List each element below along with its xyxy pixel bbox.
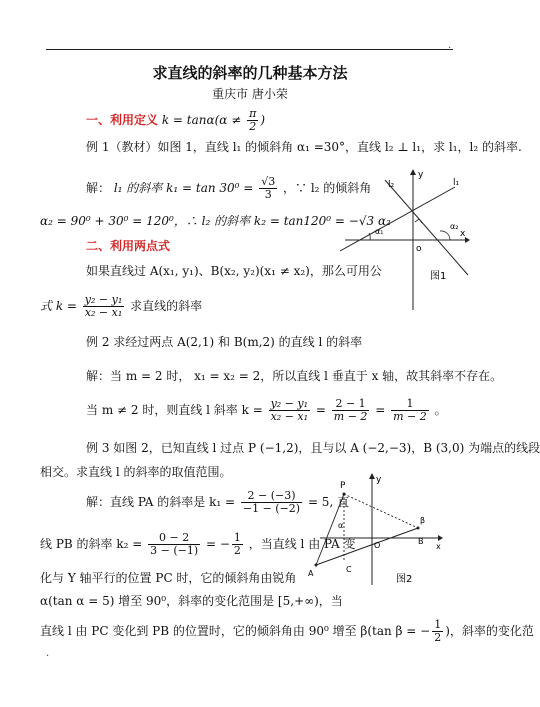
sqrt3-over-3: $\frac{√3}{3}$ [261,175,276,201]
ex2-fraction-3: $\frac{1}{m - 2}$ [393,397,427,423]
example-3-solution-5: 直线 l 由 PC 变化到 PB 的位置时，它的倾斜角由 90⁰ 增至 β(tan β = − $\frac{1}{2}$ )，斜率的变化范 [40,618,534,644]
fig2-y-arrow [369,473,375,479]
fig2-label-c: C [346,565,352,574]
minus-half-fraction: $\frac{1}{2}$ [233,531,241,557]
fig2-point-b [417,527,420,530]
fig1-alpha2-arc [440,231,450,240]
fig2-label-origin: O [374,541,381,550]
example-3-solution-1: 解：直线 PA 的斜率是 k₁ = $\frac{2 - (-3)}{-1 - (-2)}$ = 5, 直 [86,489,350,515]
author-line: 重庆市 唐小荣 [212,87,288,101]
fig1-label-x: x [460,229,466,239]
beta-half-fraction: $\frac{1}{2}$ [434,618,442,644]
two-point-line2: 式 k = $\frac{\text{y₂ − y₁}}{\text{x₂ − x₁}}$ 求直线的斜率 [40,293,203,319]
fig1-label-l1: l₁ [453,178,460,188]
fig1-label-origin: o [416,244,422,254]
fig2-caption: 图2 [396,574,413,585]
fig2-label-b: B [418,537,424,546]
fig1-caption: 图1 [430,271,447,282]
slope-pa-fraction: $\frac{2 - (-3)}{-1 - (-2)}$ [242,489,301,515]
fig2-line-pb [344,494,418,528]
fig2-label-p: P [340,481,346,491]
section-1-label: 一、利用定义 [86,113,159,127]
slope-pb-fraction: $\frac{0 - 2}{3 - (-1)}$ [150,531,199,557]
fig1-right-angle-mark [415,219,422,223]
fig1-x-arrow [465,237,470,243]
example-2-solution-line1: 解：当 m = 2 时， x₁ = x₂ = 2，所以直线 l 垂直于 x 轴，故其斜率不存在。 [86,369,503,383]
fig2-point-p [343,493,346,496]
fig1-label-y: y [418,170,424,180]
fig2-label-y: y [376,475,382,485]
fig2-label-beta: β [420,516,426,525]
example-2-solution-line2: 当 m ≠ 2 时，则直线 l 斜率 k = $\frac{\text{y₂ − y₁}}{\text{x₂ − x₁}}$ = $\frac{2 - 1}{m - 2}$ = $\frac{1}{m - 2}$ 。 [86,397,447,423]
example-2-intro: 例 2 求经过两点 A(2,1) 和 B(m,2) 的直线 l 的斜率 [86,335,363,349]
section-2-label: 二、利用两点式 [86,239,171,253]
example-3-line1: 例 3 如图 2，已知直线 l 过点 P (−1,2)，且与以 A (−2,−3)，B (3,0) 为端点的线段 [86,441,540,455]
example-3-solution-3: 化与 Y 轴平行的位置 PC 时，它的倾斜角由锐角 [40,571,297,585]
fig2-label-alpha: α [338,521,344,530]
example-1-intro: 例 1（教材）如图 1，直线 l₁ 的倾斜角 α₁ =30°，直线 l₂ ⊥ l₁，求 l₁，l₂ 的斜率. [86,140,522,154]
fig1-y-arrow [410,169,416,175]
example-3-solution-4: α(tan α = 5) 增至 90⁰，斜率的变化范围是 [5,+∞)，当 [40,594,343,608]
fig1-label-alpha2: α₂ [450,222,459,231]
section-1-heading [86,108,265,133]
fig2-segment-ab [316,528,418,565]
fig1-label-alpha1: α₁ [375,227,384,236]
example-1-solution-line2: α₂ = 90⁰ + 30⁰ = 120⁰，∴ l₂ 的斜率 k₂ = tan120⁰ = −√3 α₂ [40,214,391,228]
example-3-solution-2: 线 PB 的斜率 k₂ = $\frac{0 - 2}{3 - (-1)}$ = − $\frac{1}{2}$ ，当直线 l 由 PA 变 [40,531,356,557]
example-1-solution-line1: 解： l₁ 的斜率 k₁ = tan 30⁰ = $\frac{√3}{3}$ ，∵ l₂ 的倾斜角 [86,175,372,201]
two-point-line1: 如果直线过 A(x₁, y₁)、B(x₂, y₂)(x₁ ≠ x₂)，那么可用公 [86,264,382,278]
figure-1 [340,165,470,315]
definition-formula: k = tanα(α ≠ $\frac{\pi}{2}$ ) [161,107,265,133]
fig2-label-x: x [436,542,441,551]
fig2-label-a: A [308,569,314,578]
page-title: 求直线的斜率的几种基本方法 [152,64,348,82]
ex2-fraction-2: $\frac{2 - 1}{m - 2}$ [333,397,368,423]
bottom-mark: . [46,648,50,659]
two-point-fraction: $\frac{\text{y₂ − y₁}}{\text{x₂ − x₁}}$ [84,293,123,319]
example-3-line2: 相交。求直线 l 的斜率的取值范围。 [40,465,232,479]
fig2-x-arrow [438,535,443,541]
fig1-label-l2: l₂ [388,180,395,190]
figure-2 [300,470,450,590]
fig2-point-a [315,564,318,567]
ex2-fraction-1: $\frac{\text{y₂ − y₁}}{\text{x₂ − x₁}}$ [270,397,309,423]
fig1-line-l1 [340,187,455,251]
pi-over-2: $\frac{\pi}{2}$ [249,107,257,133]
corner-mark: . [448,40,452,51]
header-rule [46,49,453,50]
